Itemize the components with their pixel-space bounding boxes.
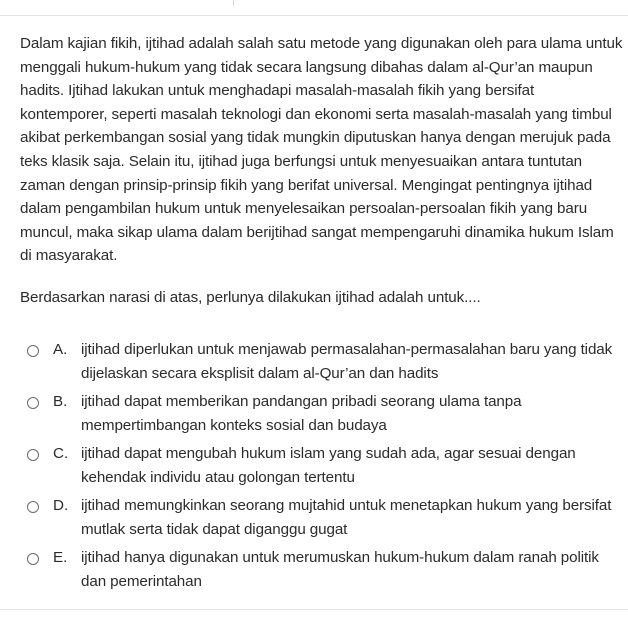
top-divider-tick	[233, 0, 234, 6]
answer-options	[0, 338, 628, 598]
radio-button-a[interactable]	[27, 345, 39, 357]
question-text: Berdasarkan narasi di atas, perlunya dilakukan ijtihad adalah untuk....	[20, 289, 481, 306]
radio-button-e[interactable]	[27, 553, 39, 565]
option-letter: D.	[53, 497, 69, 514]
passage-text: Dalam kajian fikih, ijtihad adalah salah satu metode yang digunakan oleh para ulama untuk menggali hukum-hukum yang tidak secara langsung dibahas dalam al-Qur’an maupun hadits. Ijtihad lakukan untuk menghadapi masalah-masalah fikih yang bersifat kontemporer, seperti masalah teknologi dan ekonomi serta masalah-masalah yang timbul akibat perkembangan sosial yang tidak mungkin diputuskan hanya dengan merujuk pada teks klasik saja. Selain itu, ijtihad juga berfungsi untuk menyesuaikan antara tuntutan zaman dengan prinsip-prinsip fikih yang berifat universal. Mengingat pentingnya ijtihad dalam pengambilan hukum untuk menyelesaikan persoalan-persoalan fikih yang baru muncul, maka sikap ulama dalam berijtihad sangat mempengaruhi dinamika hukum Islam di masyarakat.	[20, 35, 623, 265]
radio-button-b[interactable]	[27, 397, 39, 409]
option-a[interactable]	[0, 338, 628, 390]
option-label: ijtihad memungkinkan seorang mujtahid untuk menetapkan hukum yang bersifat mutlak serta tidak dapat diganggu gugat	[81, 497, 612, 538]
option-letter: E.	[53, 549, 68, 566]
option-letter: B.	[53, 393, 68, 410]
option-letter: C.	[53, 445, 69, 462]
radio-button-d[interactable]	[27, 501, 39, 513]
option-e[interactable]	[0, 546, 628, 598]
option-label: ijtihad diperlukan untuk menjawab permasalahan-permasalahan baru yang tidak dijelaskan secara eksplisit dalam al-Qur’an dan hadits	[81, 341, 613, 382]
option-letter: A.	[53, 341, 68, 358]
radio-button-c[interactable]	[27, 449, 39, 461]
option-c[interactable]	[0, 442, 628, 494]
option-b[interactable]	[0, 390, 628, 442]
top-divider	[0, 15, 628, 16]
option-d[interactable]	[0, 494, 628, 546]
bottom-divider	[0, 609, 628, 610]
option-label: ijtihad dapat mengubah hukum islam yang sudah ada, agar sesuai dengan kehendak individu atau golongan tertentu	[81, 445, 576, 486]
option-label: ijtihad dapat memberikan pandangan pribadi seorang ulama tanpa mempertimbangan konteks sosial dan budaya	[81, 393, 522, 434]
option-label: ijtihad hanya digunakan untuk merumuskan hukum-hukum dalam ranah politik dan pemerintahan	[81, 549, 599, 590]
